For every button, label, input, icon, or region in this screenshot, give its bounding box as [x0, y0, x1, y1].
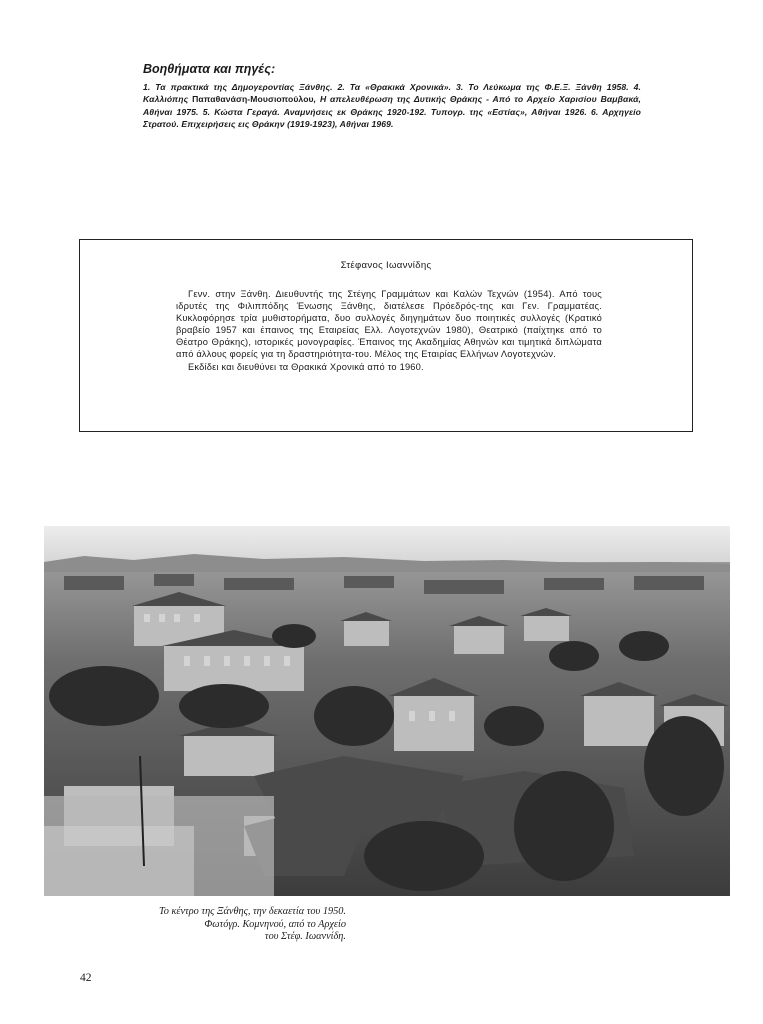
biography-box	[79, 239, 693, 432]
biography-text	[176, 288, 602, 373]
caption-line-1: Το κέντρο της Ξάνθης, την δεκαετία του 1950.	[158, 906, 346, 917]
biography-name: Στέφανος Ιωαννίδης	[340, 260, 432, 271]
city-photograph	[44, 526, 730, 896]
photo-caption	[60, 906, 346, 944]
caption-line-2: Φωτόγρ. Κομνηνού, από το Αρχείο	[204, 918, 346, 930]
sources-text-part-1: 1. Τα πρακτικά της Δημογεροντίας Ξάνθης. 2. Τα «Θρακικά Χρονικά». 3. Το Λεύκωμα της Φ.Ε.Ξ. Ξάνθη 1958. 4. Καλλιόπης	[143, 82, 641, 105]
sources-text	[143, 81, 641, 131]
biography-paragraph-2: Εκδίδει και διευθύνει τα Θρακικά Χρονικά από το 1960.	[188, 361, 424, 372]
sources-highlight: Παπαθανάση-Μουσιοπούλου	[192, 94, 314, 105]
sources-title: Βοηθήματα και πηγές:	[143, 62, 276, 76]
sources-text-part-2: , Η απελευθέρωση της Δυτικής Θράκης - Από το Αρχείο Χαρισίου Βαμβακά, Αθήναι 1975. 5. Κώστα Γεραγά. Αναμνήσεις εκ Θράκης 1920-192. Τυπογρ. της «Εστίας», Αθήναι 1926. 6. Αρχηγείο Στρατού. Επιχειρήσεις εις Θράκην (1919-1923), Αθήναι 1969.	[143, 94, 642, 130]
sources-section	[143, 62, 641, 131]
caption-line-3: του Στέφ. Ιωαννίδη.	[264, 931, 346, 942]
page-number: 42	[80, 972, 92, 984]
biography-paragraph-1: Γενν. στην Ξάνθη. Διευθυντής της Στέγης Γραμμάτων και Καλών Τεχνών (1954). Από τους ιδρυτές της Φιλιππόδης Ένωσης Ξάνθης, διατέλεσε Πρόεδρός-της και Γεν. Γραμματέας. Κυκλοφόρησε τρία μυθιστορήματα, δυο συλλογές διηγημάτων δυο ποιητικές συλλογές (Κρατικό βραβείο 1957 και έπαινος της Εταιρείας Ελλ. Λογοτεχνών 1980), Θεατρικό (παίχτηκε από το Θέατρο Θράκης), ιστορικές μονογραφίες. Έπαινος της Ακαδημίας Αθηνών και τιμητικά διπλώματα από άλλους φορείς για τη δραστηριότητα-του. Μέλος της Εταιρίας Ελλήνων Λογοτεχνών.	[176, 289, 602, 360]
